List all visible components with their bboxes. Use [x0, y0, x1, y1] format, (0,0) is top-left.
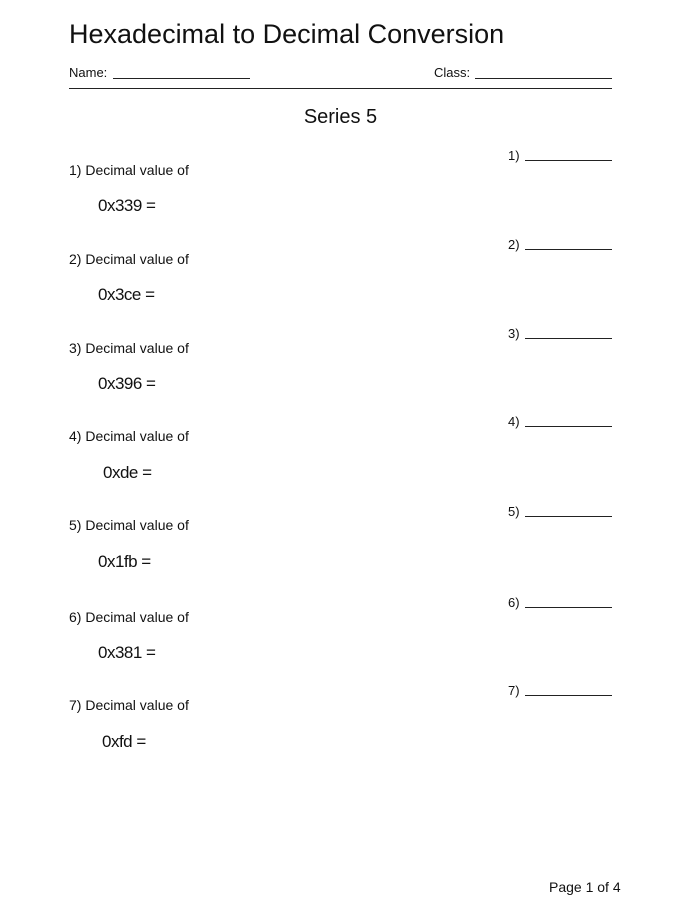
- answer-line: [525, 160, 612, 161]
- answer-line: [525, 516, 612, 517]
- question-label: 6) Decimal value of: [69, 609, 189, 625]
- answer-number: 3): [508, 326, 520, 341]
- question-expression: 0xde =: [103, 463, 152, 482]
- question-label: 5) Decimal value of: [69, 517, 189, 533]
- answer-number: 4): [508, 414, 520, 429]
- class-label: Class:: [434, 65, 471, 80]
- page-title: Hexadecimal to Decimal Conversion: [69, 19, 505, 49]
- question-label: 4) Decimal value of: [69, 428, 189, 444]
- page-number: Page 1 of 4: [549, 879, 621, 895]
- question-expression: 0x396 =: [98, 374, 156, 393]
- question-label: 3) Decimal value of: [69, 340, 189, 356]
- name-label: Name:: [69, 65, 108, 80]
- answer-number: 6): [508, 595, 520, 610]
- answer-line: [525, 426, 612, 427]
- question-expression: 0x3ce =: [98, 285, 155, 304]
- question-label: 2) Decimal value of: [69, 251, 189, 267]
- question-label: 1) Decimal value of: [69, 162, 189, 178]
- question-expression: 0xfd =: [102, 732, 146, 751]
- answer-line: [525, 338, 612, 339]
- question-expression: 0x1fb =: [98, 552, 151, 571]
- question-label: 7) Decimal value of: [69, 697, 189, 713]
- answer-number: 2): [508, 237, 520, 252]
- class-line: [475, 78, 612, 79]
- question-expression: 0x339 =: [98, 196, 156, 215]
- name-line: [113, 78, 250, 79]
- answer-number: 5): [508, 504, 520, 519]
- series-heading: Series 5: [303, 106, 378, 128]
- question-expression: 0x381 =: [98, 643, 156, 662]
- answer-number: 7): [508, 683, 520, 698]
- answer-line: [525, 607, 612, 608]
- header-divider: [69, 88, 612, 89]
- answer-line: [525, 695, 612, 696]
- answer-number: 1): [508, 148, 520, 163]
- answer-line: [525, 249, 612, 250]
